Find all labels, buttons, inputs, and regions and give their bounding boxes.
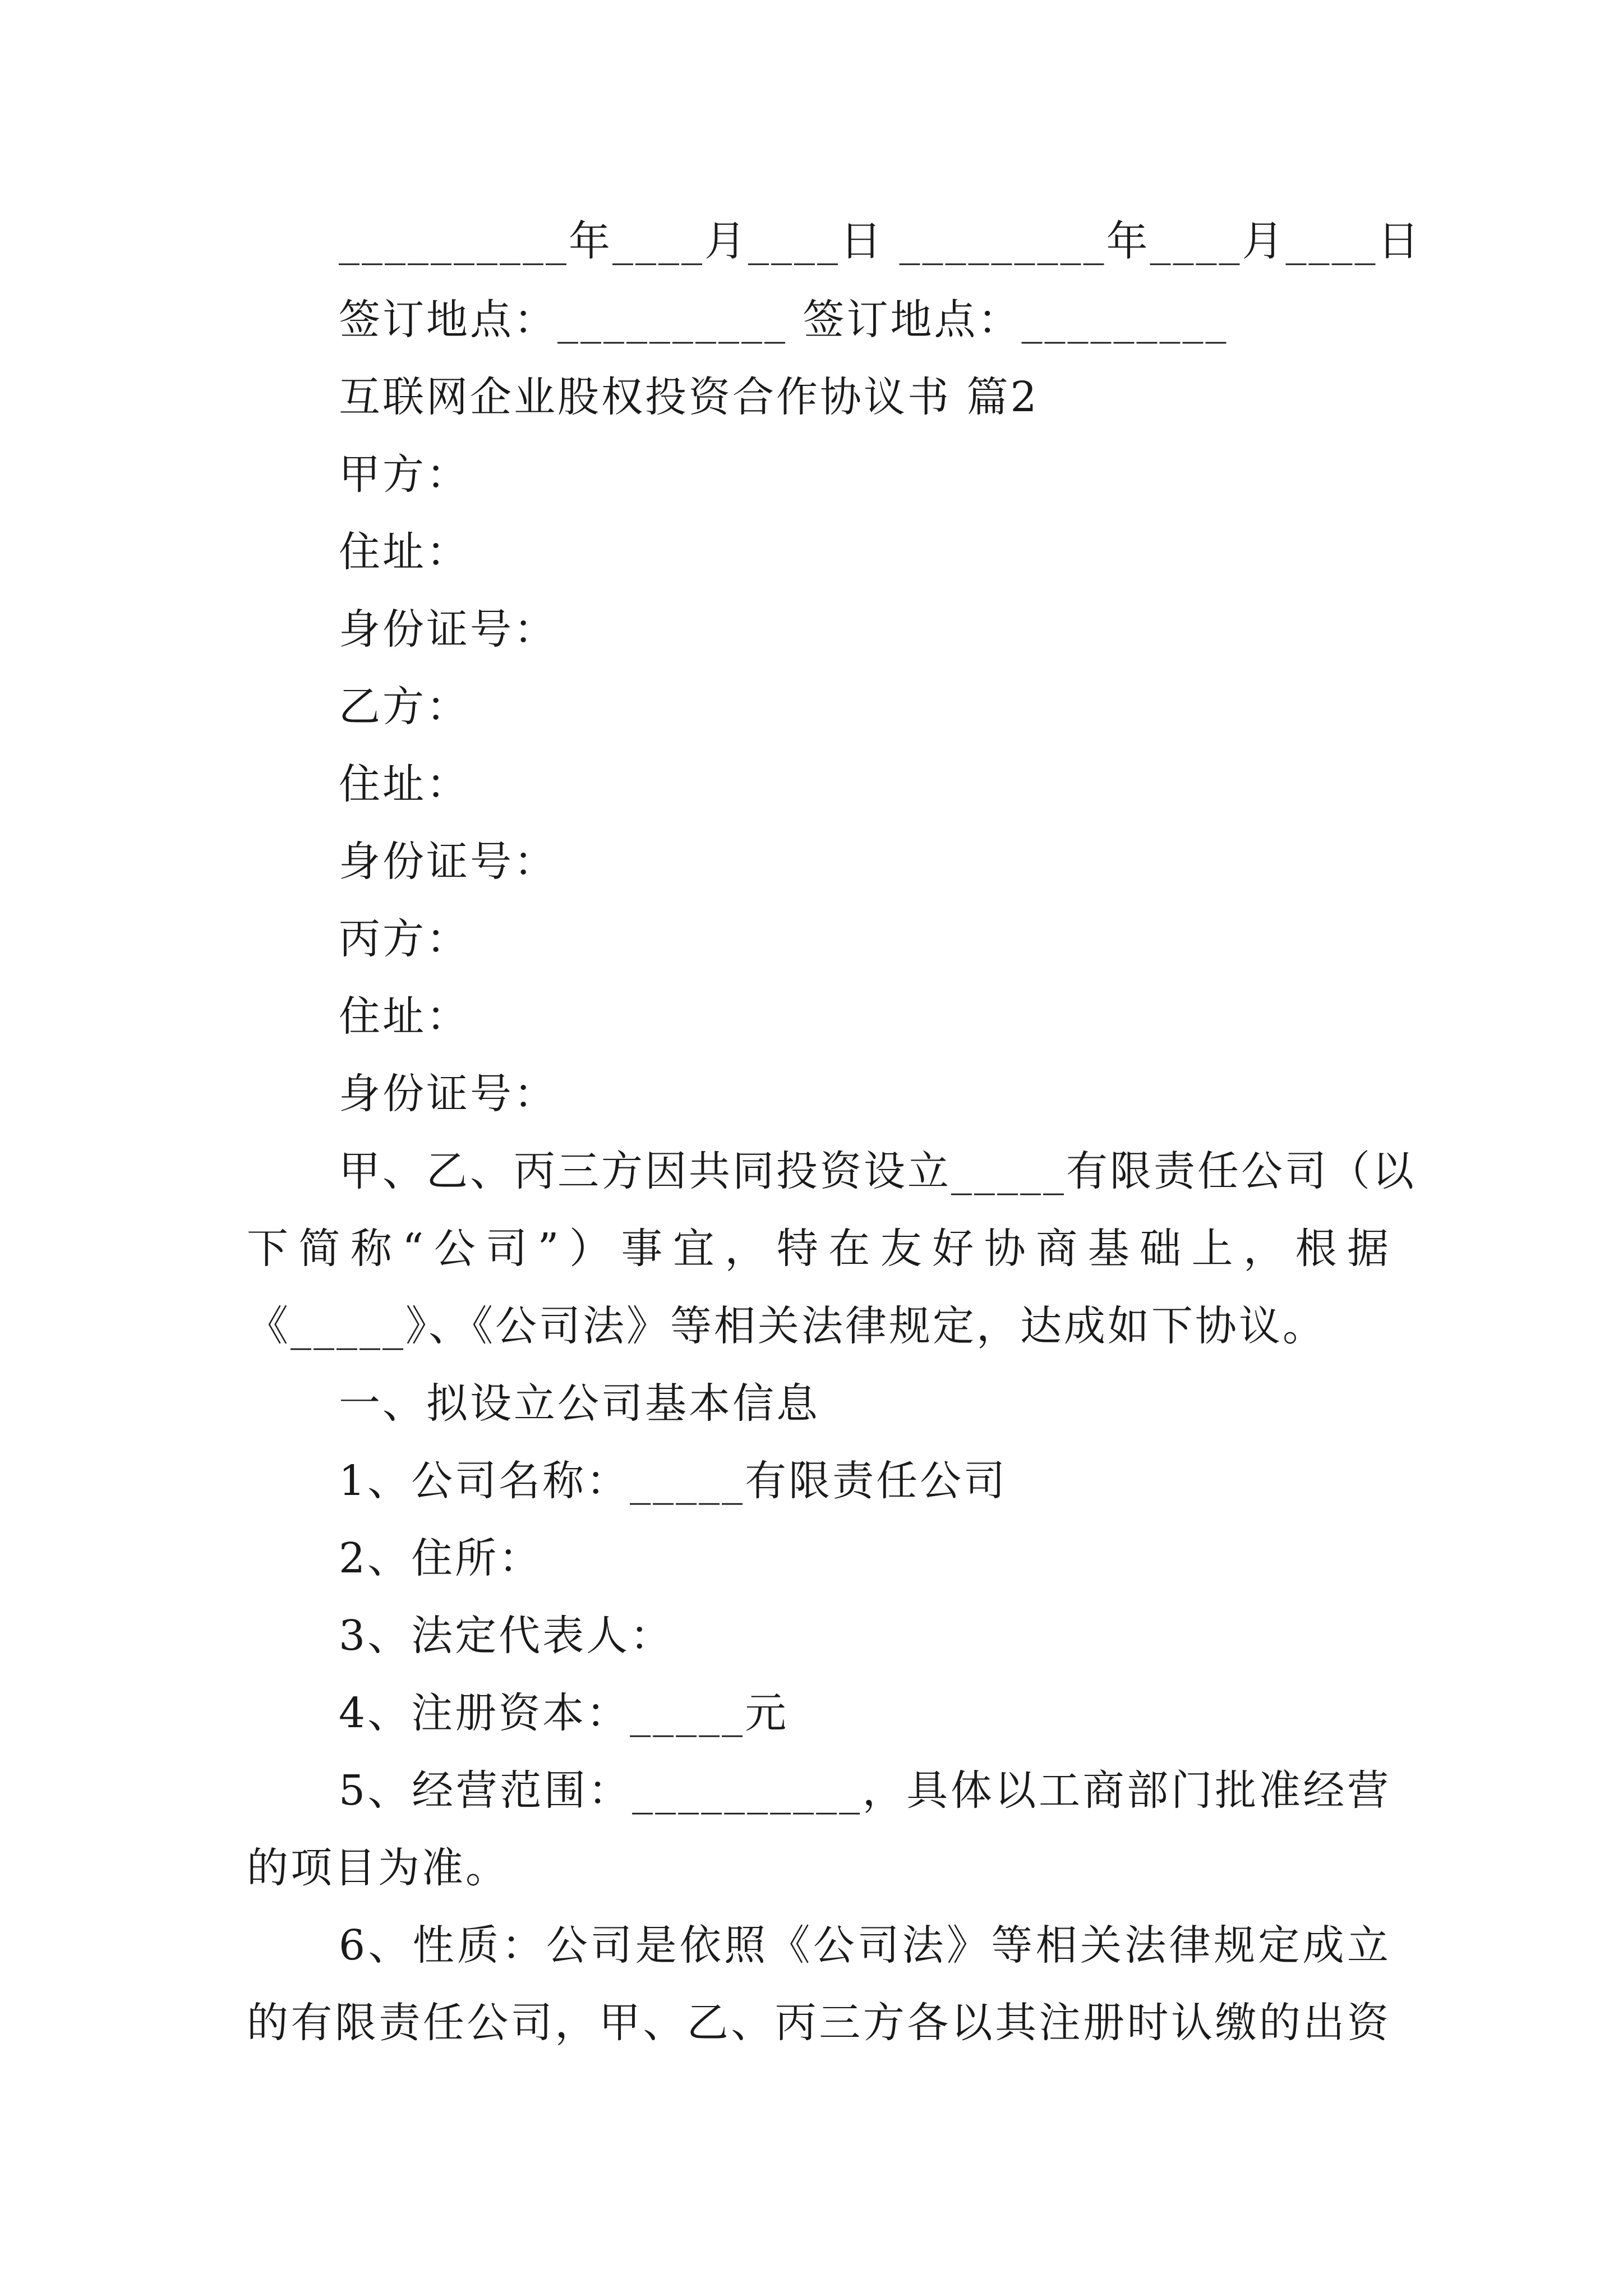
item-business-scope-1: 5、经营范围：__________，具体以工商部门批准经营 xyxy=(339,1766,1391,1815)
item-nature-1: 6、性质：公司是依照《公司法》等相关法律规定成立 xyxy=(339,1921,1391,1970)
party-c-address: 住址： xyxy=(339,992,470,1041)
item-domicile: 2、住所： xyxy=(339,1534,543,1582)
party-b-id: 身份证号： xyxy=(339,838,557,886)
intro-line-2: 下简称“公司”）事宜，特在友好协商基础上，根据 xyxy=(247,1225,1391,1273)
party-a-address: 住址： xyxy=(339,528,470,576)
place-line: 签订地点：__________ 签订地点：_________ xyxy=(339,296,1229,344)
party-c: 丙方： xyxy=(339,915,470,963)
section-heading-1: 一、拟设立公司基本信息 xyxy=(339,1379,820,1428)
party-a-id: 身份证号： xyxy=(339,605,557,654)
intro-line-1: 甲、乙、丙三方因共同投资设立_____有限责任公司（以 xyxy=(339,1147,1416,1195)
party-c-id: 身份证号： xyxy=(339,1070,557,1118)
party-b-address: 住址： xyxy=(339,760,470,808)
date-line: __________年____月____日 _________年____月____日 xyxy=(339,217,1422,265)
intro-line-3: 《_____》、《公司法》等相关法律规定，达成如下协议。 xyxy=(247,1302,1326,1350)
item-company-name: 1、公司名称：_____有限责任公司 xyxy=(339,1457,1008,1505)
item-legal-representative: 3、法定代表人： xyxy=(339,1612,674,1660)
item-registered-capital: 4、注册资本：_____元 xyxy=(339,1689,789,1737)
party-b: 乙方： xyxy=(339,683,470,731)
party-a: 甲方： xyxy=(339,450,470,499)
title: 互联网企业股权投资合作协议书 篇2 xyxy=(339,373,1039,421)
item-nature-2: 的有限责任公司，甲、乙、丙三方各以其注册时认缴的出资 xyxy=(247,1999,1391,2047)
item-business-scope-2: 的项目为准。 xyxy=(247,1844,509,1892)
